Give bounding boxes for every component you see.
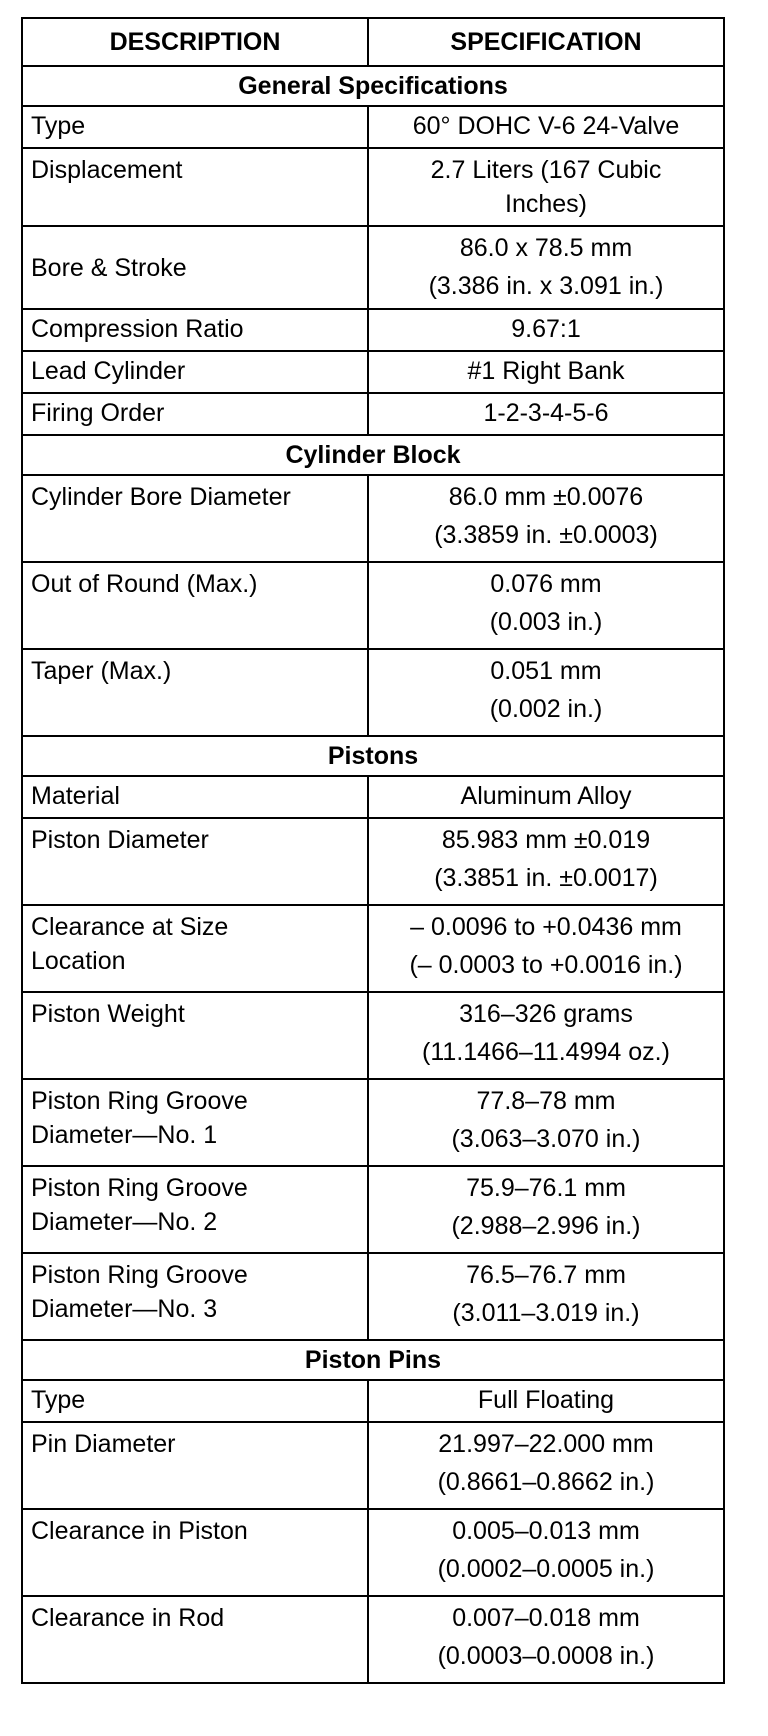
row-specification (368, 1166, 724, 1253)
row-description: Type (22, 106, 368, 148)
row-specification (368, 1596, 724, 1683)
row-specification (368, 1253, 724, 1340)
description-header: DESCRIPTION (22, 18, 368, 66)
section-title-pins: Piston Pins (22, 1340, 724, 1380)
spec-imperial: (0.0002–0.0005 in.) (437, 1555, 655, 1583)
table-row (22, 562, 724, 649)
table-row (22, 1166, 724, 1253)
row-specification (368, 475, 724, 562)
row-specification (368, 649, 724, 736)
row-description: Material (22, 776, 368, 818)
spec-imperial: (11.1466–11.4994 oz.) (422, 1038, 670, 1066)
spec-imperial: (0.8661–0.8662 in.) (437, 1468, 655, 1496)
row-description: Cylinder Bore Diameter (22, 475, 368, 562)
row-description: Clearance in Piston (22, 1509, 368, 1596)
row-specification (368, 818, 724, 905)
row-specification: 9.67:1 (368, 309, 724, 351)
row-specification: 1-2-3-4-5-6 (368, 393, 724, 435)
row-specification (368, 905, 724, 992)
row-description: Piston Weight (22, 992, 368, 1079)
section-title-pistons: Pistons (22, 736, 724, 776)
spec-metric: 85.983 mm ±0.019 (441, 826, 651, 854)
table-row (22, 1596, 724, 1683)
spec-metric: 0.076 mm (490, 570, 602, 598)
spec-metric: 316–326 grams (459, 1000, 633, 1028)
row-description: Out of Round (Max.) (22, 562, 368, 649)
spec-metric: 86.0 x 78.5 mm (459, 234, 633, 262)
section-title-block: Cylinder Block (22, 435, 724, 475)
section-header (22, 66, 724, 106)
table-row (22, 226, 724, 309)
header-row (22, 18, 724, 66)
spec-imperial: (3.3851 in. ±0.0017) (434, 864, 658, 892)
spec-metric: 75.9–76.1 mm (466, 1174, 626, 1202)
spec-imperial: (3.3859 in. ±0.0003) (434, 521, 658, 549)
table-row (22, 351, 724, 393)
spec-table (21, 17, 725, 1684)
table-row (22, 1422, 724, 1509)
row-description: Type (22, 1380, 368, 1422)
row-specification (368, 1509, 724, 1596)
table-row (22, 393, 724, 435)
table-row (22, 148, 724, 226)
row-description: Piston Ring Groove Diameter—No. 3 (22, 1253, 368, 1340)
spec-imperial: (0.003 in.) (489, 608, 603, 636)
section-header (22, 435, 724, 475)
table-row (22, 818, 724, 905)
row-description: Piston Ring Groove Diameter—No. 2 (22, 1166, 368, 1253)
spec-metric: 0.051 mm (490, 657, 602, 685)
row-description: Taper (Max.) (22, 649, 368, 736)
row-description: Bore & Stroke (22, 226, 368, 309)
spec-metric: – 0.0096 to +0.0436 mm (410, 913, 682, 941)
spec-imperial: (0.0003–0.0008 in.) (437, 1642, 655, 1670)
row-specification (368, 992, 724, 1079)
spec-imperial: (3.063–3.070 in.) (451, 1125, 641, 1153)
spec-imperial: (0.002 in.) (489, 695, 603, 723)
spec-metric: 0.005–0.013 mm (452, 1517, 640, 1545)
row-specification: 60° DOHC V-6 24-Valve (368, 106, 724, 148)
specification-header: SPECIFICATION (368, 18, 724, 66)
spec-metric: 77.8–78 mm (476, 1087, 616, 1115)
row-description: Piston Diameter (22, 818, 368, 905)
spec-metric: 86.0 mm ±0.0076 (448, 483, 644, 511)
table-row (22, 106, 724, 148)
spec-metric: 76.5–76.7 mm (466, 1261, 626, 1289)
table-row (22, 1509, 724, 1596)
row-specification (368, 226, 724, 309)
table-row (22, 1079, 724, 1166)
row-description: Lead Cylinder (22, 351, 368, 393)
row-specification (368, 562, 724, 649)
row-description: Firing Order (22, 393, 368, 435)
spec-metric: 21.997–22.000 mm (438, 1430, 654, 1458)
table-row (22, 1380, 724, 1422)
section-title-general: General Specifications (22, 66, 724, 106)
row-specification (368, 1422, 724, 1509)
spec-imperial: (2.988–2.996 in.) (451, 1212, 641, 1240)
row-specification: 2.7 Liters (167 Cubic Inches) (368, 148, 724, 226)
row-description: Clearance at Size Location (22, 905, 368, 992)
row-description: Clearance in Rod (22, 1596, 368, 1683)
section-header (22, 736, 724, 776)
table-row (22, 776, 724, 818)
table-row (22, 309, 724, 351)
spec-imperial: (– 0.0003 to +0.0016 in.) (409, 951, 683, 979)
table-row (22, 475, 724, 562)
row-description: Pin Diameter (22, 1422, 368, 1509)
table-row (22, 649, 724, 736)
row-specification: Aluminum Alloy (368, 776, 724, 818)
table-row (22, 1253, 724, 1340)
row-description: Displacement (22, 148, 368, 226)
row-description: Compression Ratio (22, 309, 368, 351)
table-row (22, 905, 724, 992)
spec-imperial: (3.011–3.019 in.) (452, 1299, 640, 1327)
table-row (22, 992, 724, 1079)
row-specification: Full Floating (368, 1380, 724, 1422)
row-specification (368, 1079, 724, 1166)
row-description: Piston Ring Groove Diameter—No. 1 (22, 1079, 368, 1166)
row-specification: #1 Right Bank (368, 351, 724, 393)
section-header (22, 1340, 724, 1380)
spec-metric: 0.007–0.018 mm (452, 1604, 640, 1632)
spec-imperial: (3.386 in. x 3.091 in.) (428, 272, 664, 300)
